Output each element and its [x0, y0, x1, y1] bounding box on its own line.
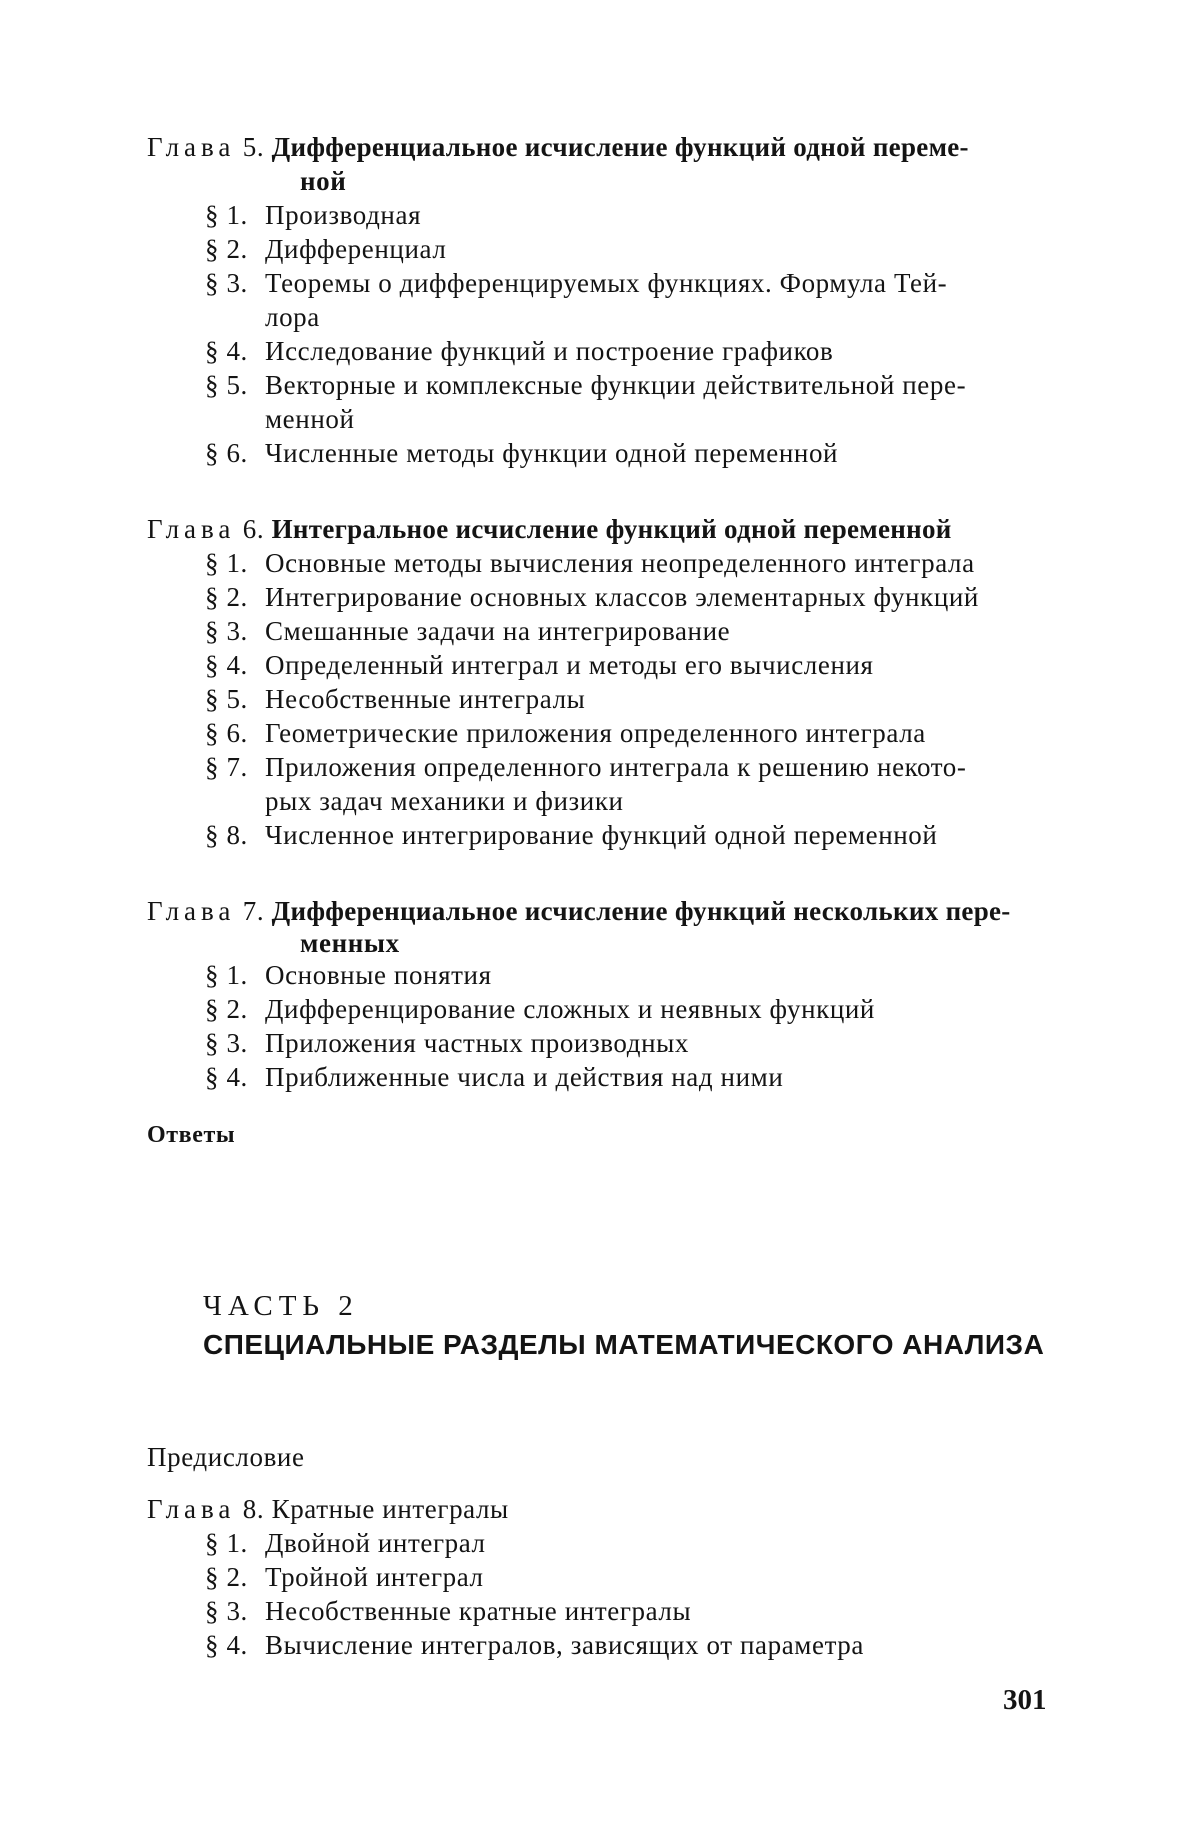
toc-entry: § 3. Несобственные кратные интегралы — [205, 1596, 692, 1626]
toc-entry: § 2. Дифференциал — [205, 234, 447, 264]
toc-entry: § 3. Смешанные задачи на интегрирование — [205, 616, 731, 646]
toc-entry: § 6. Геометрические приложения определенного интеграла — [205, 718, 926, 748]
chapter-5-title: Дифференциальное исчисление функций одной переме- — [271, 132, 969, 162]
toc-entry: § 4. Приближенные числа и действия над ними — [205, 1062, 784, 1092]
toc-entry: § 5. Несобственные интегралы — [205, 684, 586, 714]
toc-entry: § 4. Исследование функций и построение графиков — [205, 336, 834, 366]
toc-entry: § 2. Дифференцирование сложных и неявных функций — [205, 994, 875, 1024]
chapter-6-title: Интегральное исчисление функций одной переменной — [271, 514, 952, 544]
toc-entry: § 1. Основные методы вычисления неопределенного интеграла — [205, 548, 975, 578]
part-title: СПЕЦИАЛЬНЫЕ РАЗДЕЛЫ МАТЕМАТИЧЕСКОГО АНАЛИЗА — [203, 1329, 1045, 1360]
toc-entry: § 7. Приложения определенного интеграла к решению некото- — [205, 752, 967, 782]
toc-entry: § 6. Численные методы функции одной переменной — [205, 438, 839, 468]
toc-entry: § 2. Тройной интеграл — [205, 1562, 484, 1592]
chapter-8-title: Кратные интегралы — [271, 1494, 509, 1524]
toc-entry: § 4. Вычисление интегралов, зависящих от параметра — [205, 1630, 864, 1660]
chapter-8-heading: Глава 8. Кратные интегралы — [147, 1494, 509, 1524]
toc-entry: § 3. Приложения частных производных — [205, 1028, 689, 1058]
part-label: ЧАСТЬ 2 — [203, 1290, 359, 1322]
page-number: 301 — [1003, 1684, 1047, 1716]
chapter-7-heading: Глава 7. Дифференциальное исчисление функций нескольких пере- — [147, 896, 1011, 926]
toc-entry: § 4. Определенный интеграл и методы его вычисления — [205, 650, 874, 680]
answers-entry: Ответы — [147, 1122, 236, 1148]
toc-entry: § 1. Производная — [205, 200, 422, 230]
toc-entry: § 3. Теоремы о дифференцируемых функциях. Формула Тей- — [205, 268, 948, 298]
toc-entry: § 8. Численное интегрирование функций одной переменной — [205, 820, 938, 850]
preface-entry: Предисловие — [147, 1442, 305, 1472]
chapter-6-heading: Глава 6. Интегральное исчисление функций одной переменной — [147, 514, 952, 544]
toc-entry: § 5. Векторные и комплексные функции действительной пере- — [205, 370, 967, 400]
chapter-7-title: Дифференциальное исчисление функций нескольких пере- — [271, 896, 1011, 926]
chapter-5-title-cont: ной — [300, 166, 347, 196]
chapter-7-title-cont: менных — [300, 928, 400, 958]
toc-entry: § 2. Интегрирование основных классов элементарных функций — [205, 582, 979, 612]
toc-entry-cont: рых задач механики и физики — [265, 786, 624, 816]
toc-entry-cont: менной — [265, 404, 355, 434]
toc-entry: § 1. Основные понятия — [205, 960, 492, 990]
toc-entry: § 1. Двойной интеграл — [205, 1528, 486, 1558]
toc-entry-cont: лора — [265, 302, 320, 332]
chapter-5-heading: Глава 5. Дифференциальное исчисление функций одной переме- — [147, 132, 969, 162]
